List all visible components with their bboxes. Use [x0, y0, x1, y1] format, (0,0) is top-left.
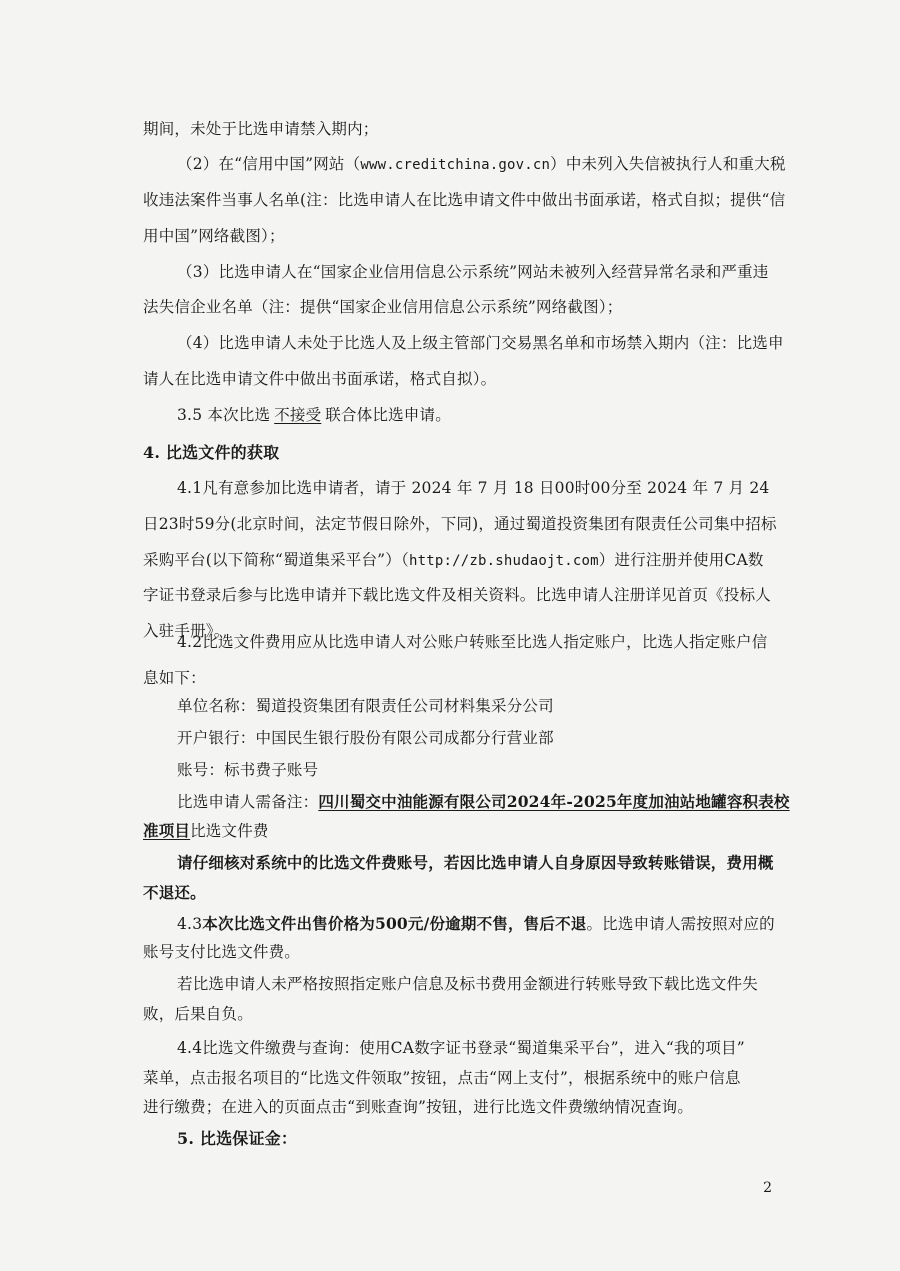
text-run: 。比选申请人需按照对应的: [586, 915, 775, 933]
paragraph-line: 请人在比选申请文件中做出书面承诺，格式自拟）。: [143, 370, 497, 388]
paragraph-line: [177, 791, 790, 813]
paragraph-line: 期间，未处于比选申请禁入期内；: [143, 120, 379, 138]
paragraph-line: 日23时59分(北京时间，法定节假日除外，下同)，通过蜀道投资集团有限责任公司集中招标: [143, 515, 777, 533]
paragraph-line: 入驻手册》。: [143, 622, 230, 640]
text-run: 比选申请人需备注：: [177, 793, 319, 811]
text-run: ）中未列入失信被执行人和重大税: [550, 155, 786, 173]
warning-line: 不退还。: [143, 883, 206, 902]
not-accepted-underline: 不接受: [274, 406, 322, 424]
text-run: ）进行注册并使用CA数: [598, 551, 764, 569]
text-run: 4.3: [177, 915, 203, 933]
warning-line: 请仔细核对系统中的比选文件费账号，若因比选申请人自身原因导致转账错误，费用概: [177, 853, 774, 872]
paragraph-line: 4.2比选文件费用应从比选申请人对公账户转账至比选人指定账户，比选人指定账户信: [177, 633, 768, 651]
paragraph-line: 法失信企业名单（注：提供“国家企业信用信息公示系统”网络截图）；: [143, 298, 623, 316]
paragraph-line: 进行缴费；在进入的页面点击“到账查询”按钮，进行比选文件费缴纳情况查询。: [143, 1098, 694, 1116]
paragraph-line: 4.4比选文件缴费与查询：使用CA数字证书登录“蜀道集采平台”，进入“我的项目”: [177, 1039, 745, 1057]
bank-line: 开户银行：中国民生银行股份有限公司成都分行营业部: [177, 729, 554, 747]
text-run: （2）在“信用中国”网站（: [177, 155, 361, 173]
paragraph-line: 账号支付比选文件费。: [143, 943, 301, 961]
paragraph-line: [177, 404, 451, 426]
text-run: 比选文件费: [190, 822, 269, 840]
platform-url: http://zb.shudaojt.com: [408, 553, 599, 569]
section-heading-4: 4. 比选文件的获取: [143, 443, 280, 462]
paragraph-line: 字证书登录后参与比选申请并下载比选文件及相关资料。比选申请人注册详见首页《投标人: [143, 586, 772, 604]
project-name-underline: 准项目: [143, 821, 191, 840]
section-heading-5: 5. 比选保证金：: [177, 1129, 298, 1148]
paragraph-line: 用中国”网络截图）；: [143, 227, 285, 245]
paragraph-line: [143, 549, 764, 572]
project-name-underline: 四川蜀交中油能源有限公司2024年-2025年度加油站地罐容积表校: [318, 792, 790, 811]
paragraph-line: [177, 153, 786, 176]
paragraph-line: （4）比选申请人未处于比选人及上级主管部门交易黑名单和市场禁入期内（注：比选申: [177, 334, 784, 352]
paragraph-line: 4.1凡有意参加比选申请者，请于 2024 年 7 月 18 日00时00分至 2024 年 7 月 24: [177, 479, 770, 497]
price-bold: 本次比选文件出售价格为500元/份逾期不售，售后不退: [202, 914, 587, 933]
account-number-line: 账号：标书费子账号: [177, 761, 319, 779]
credit-china-url: www.creditchina.gov.cn: [360, 157, 551, 173]
page-number: 2: [763, 1180, 772, 1196]
paragraph-line: 收违法案件当事人名单(注：比选申请人在比选申请文件中做出书面承诺，格式自拟；提供“信: [143, 191, 786, 209]
paragraph-line: [177, 913, 775, 935]
account-name-line: 单位名称：蜀道投资集团有限责任公司材料集采分公司: [177, 697, 554, 715]
paragraph-line: [143, 820, 269, 842]
paragraph-line: 若比选申请人未严格按照指定账户信息及标书费用金额进行转账导致下载比选文件失: [177, 975, 758, 993]
paragraph-line: （3）比选申请人在“国家企业信用信息公示系统”网站未被列入经营异常名录和严重违: [177, 263, 769, 281]
paragraph-line: 败，后果自负。: [143, 1005, 253, 1023]
text-run: 采购平台(以下简称“蜀道集采平台”）（: [143, 551, 409, 569]
paragraph-line: 息如下：: [143, 669, 206, 687]
text-run: 联合体比选申请。: [325, 406, 451, 424]
paragraph-line: 菜单，点击报名项目的“比选文件领取”按钮，点击“网上支付”，根据系统中的账户信息: [143, 1069, 741, 1087]
text-run: 3.5 本次比选: [177, 406, 271, 424]
